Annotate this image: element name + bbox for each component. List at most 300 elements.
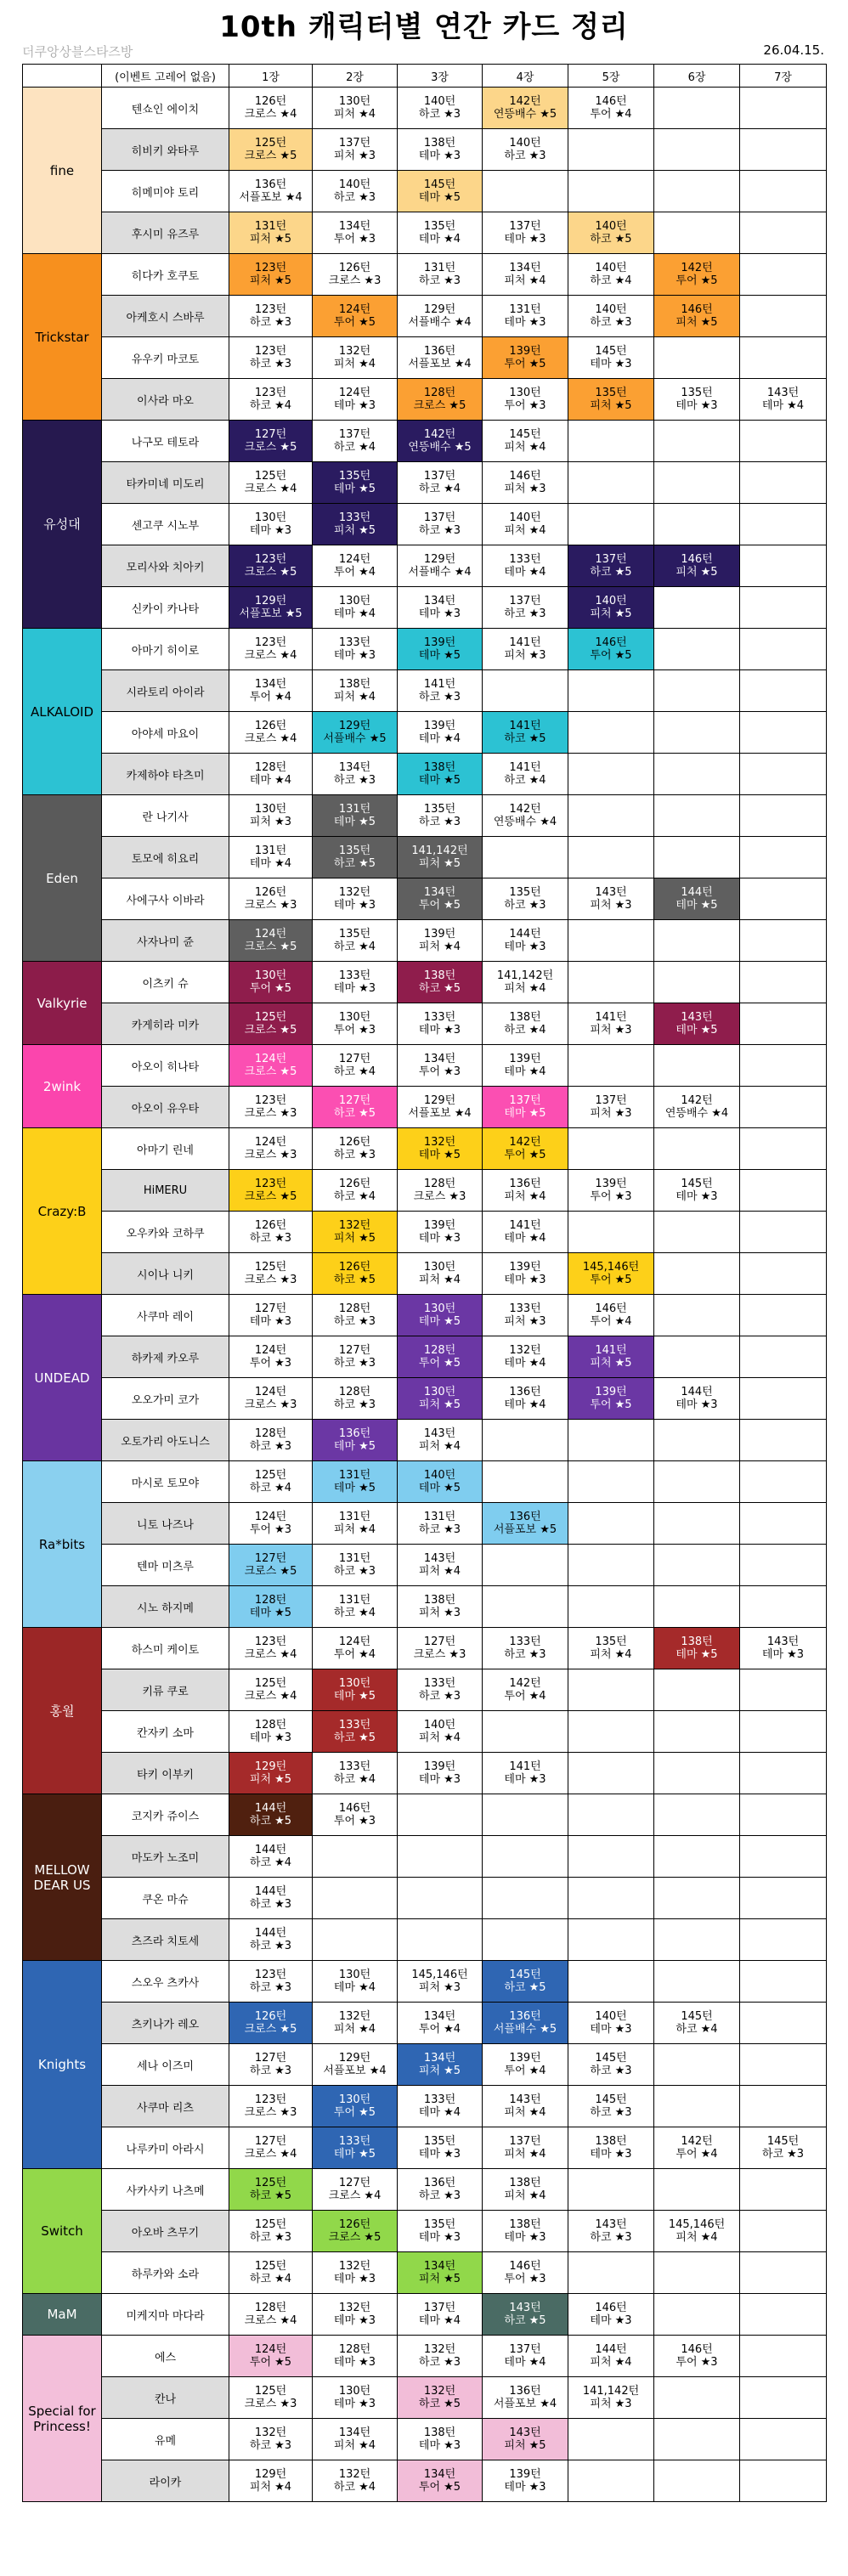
card-cell	[398, 670, 483, 712]
card-turn: 139턴	[509, 345, 541, 358]
card-cell	[654, 2003, 740, 2044]
card-cell	[398, 2252, 483, 2294]
card-type: 투어 ★5	[590, 1398, 632, 1411]
character-name: 시라토리 아이라	[102, 670, 229, 712]
card-cell	[568, 1045, 654, 1087]
card-turn: 136턴	[509, 1511, 541, 1523]
card-type: 투어 ★5	[590, 1274, 632, 1286]
card-cell	[398, 545, 483, 587]
card-turn: 143턴	[595, 2218, 627, 2231]
card-turn: 124턴	[254, 1344, 287, 1357]
card-type: 하코 ★3	[504, 899, 546, 912]
card-turn: 127턴	[254, 2135, 287, 2148]
card-cell	[654, 1420, 740, 1461]
character-name: 츠즈라 치토세	[102, 1919, 229, 1961]
card-cell	[654, 129, 740, 171]
card-cell	[654, 2294, 740, 2336]
card-type: 크로스 ★5	[244, 566, 297, 579]
card-cell	[229, 1628, 313, 1669]
card-cell	[568, 1919, 654, 1961]
card-turn: 134턴	[338, 220, 371, 233]
card-type: 투어 ★4	[418, 2023, 461, 2036]
card-cell	[313, 670, 398, 712]
card-type: 하코 ★3	[333, 1565, 376, 1578]
character-name: 유우키 마코토	[102, 337, 229, 379]
card-type: 투어 ★5	[418, 899, 461, 912]
character-name: 세나 이즈미	[102, 2044, 229, 2086]
card-turn: 146턴	[681, 303, 713, 316]
card-type: 테마 ★5	[333, 1440, 376, 1453]
card-turn: 144턴	[254, 1802, 287, 1815]
card-cell	[483, 754, 568, 795]
card-turn: 140턴	[509, 137, 541, 150]
member-row	[23, 1711, 827, 1753]
card-turn: 134턴	[254, 678, 287, 691]
member-row	[23, 171, 827, 212]
card-cell	[229, 1711, 313, 1753]
card-cell	[654, 1545, 740, 1586]
card-type: 피처 ★5	[504, 2439, 546, 2452]
card-turn: 146턴	[681, 553, 713, 566]
card-turn: 146턴	[509, 470, 541, 483]
unit-name: Eden	[23, 795, 102, 962]
card-cell	[740, 129, 827, 171]
character-name: 모리사와 치아키	[102, 545, 229, 587]
card-turn: 140턴	[423, 1719, 456, 1731]
member-row	[23, 1753, 827, 1794]
card-type: 피처 ★3	[418, 1607, 461, 1619]
member-row	[23, 795, 827, 837]
character-name: 마도카 노조미	[102, 1836, 229, 1878]
card-cell	[654, 2252, 740, 2294]
card-type: 하코 ★3	[333, 1149, 376, 1161]
card-type: 크로스 ★4	[244, 483, 297, 495]
card-cell	[483, 629, 568, 670]
card-cell	[313, 837, 398, 878]
card-cell	[654, 1045, 740, 1087]
card-turn: 141턴	[595, 1011, 627, 1024]
card-cell	[229, 1461, 313, 1503]
card-type: 하코 ★3	[590, 316, 632, 329]
card-type: 테마 ★5	[333, 483, 376, 495]
card-cell	[229, 920, 313, 962]
card-cell	[568, 670, 654, 712]
card-type: 피처 ★5	[590, 607, 632, 620]
member-row	[23, 1961, 827, 2003]
card-type: 크로스 ★5	[244, 1190, 297, 1203]
card-cell	[740, 1378, 827, 1420]
card-cell	[229, 1295, 313, 1336]
card-cell	[398, 1586, 483, 1628]
card-cell	[654, 171, 740, 212]
card-cell	[313, 88, 398, 129]
card-turn: 135턴	[423, 803, 456, 816]
card-type: 피처 ★4	[504, 441, 546, 454]
card-cell	[398, 712, 483, 754]
card-turn: 123턴	[254, 387, 287, 399]
card-turn: 142턴	[681, 1094, 713, 1107]
card-cell	[654, 1087, 740, 1128]
card-turn: 130턴	[423, 1261, 456, 1274]
card-turn: 145턴	[595, 2093, 627, 2106]
card-turn: 124턴	[338, 303, 371, 316]
card-turn: 133턴	[509, 553, 541, 566]
card-cell	[313, 1878, 398, 1919]
card-cell	[398, 2419, 483, 2460]
card-type: 투어 ★5	[418, 2481, 461, 2494]
card-type: 크로스 ★4	[328, 2189, 382, 2202]
card-cell	[483, 88, 568, 129]
card-cell	[483, 379, 568, 421]
card-cell	[229, 670, 313, 712]
card-cell	[568, 1420, 654, 1461]
card-cell	[398, 1711, 483, 1753]
character-name: 키류 쿠로	[102, 1669, 229, 1711]
card-type: 서플배수 ★5	[493, 2023, 557, 2036]
card-turn: 141턴	[509, 720, 541, 732]
card-type: 하코 ★3	[418, 816, 461, 828]
card-turn: 137턴	[509, 220, 541, 233]
card-cell	[654, 2460, 740, 2502]
card-turn: 134턴	[423, 2010, 456, 2023]
card-cell	[483, 2252, 568, 2294]
member-row	[23, 754, 827, 795]
card-type: 피처 ★4	[676, 2231, 718, 2244]
card-turn: 132턴	[338, 2302, 371, 2314]
card-turn: 145턴	[681, 2010, 713, 2023]
card-type: 투어 ★3	[333, 1024, 376, 1037]
card-turn: 132턴	[509, 1344, 541, 1357]
card-cell	[568, 545, 654, 587]
card-turn: 143턴	[595, 886, 627, 899]
card-turn: 133턴	[338, 1760, 371, 1773]
card-turn: 140턴	[509, 511, 541, 524]
card-type: 테마 ★3	[504, 1773, 546, 1786]
card-type: 투어 ★3	[590, 1190, 632, 1203]
card-type: 하코 ★3	[249, 2439, 292, 2452]
character-name: 스오우 츠카사	[102, 1961, 229, 2003]
card-cell	[398, 2377, 483, 2419]
card-turn: 137턴	[509, 595, 541, 607]
card-cell	[568, 1836, 654, 1878]
member-row	[23, 2086, 827, 2127]
card-type: 테마 ★3	[333, 649, 376, 662]
member-row	[23, 337, 827, 379]
card-type: 피처 ★3	[333, 150, 376, 162]
card-type: 테마 ★4	[418, 2106, 461, 2119]
card-cell	[654, 629, 740, 670]
card-cell	[398, 878, 483, 920]
card-type: 크로스 ★3	[413, 1648, 466, 1661]
card-turn: 142턴	[681, 2135, 713, 2148]
card-type: 크로스 ★5	[244, 441, 297, 454]
card-turn: 130턴	[423, 1386, 456, 1398]
member-row	[23, 1003, 827, 1045]
card-cell	[398, 1461, 483, 1503]
card-cell	[740, 88, 827, 129]
card-cell	[740, 2252, 827, 2294]
card-cell	[483, 1961, 568, 2003]
card-cell	[313, 1461, 398, 1503]
card-type: 테마 ★4	[418, 233, 461, 246]
card-turn: 141턴	[509, 1219, 541, 1232]
member-row	[23, 837, 827, 878]
character-name: 아케호시 스바루	[102, 296, 229, 337]
card-type: 하코 ★3	[418, 691, 461, 703]
card-type: 크로스 ★3	[244, 1398, 297, 1411]
card-type: 테마 ★3	[418, 1232, 461, 1245]
card-type: 크로스 ★5	[328, 2231, 382, 2244]
card-turn: 124턴	[338, 553, 371, 566]
card-cell	[740, 2169, 827, 2211]
card-type: 피처 ★4	[418, 941, 461, 953]
card-type: 하코 ★3	[249, 1981, 292, 1994]
card-turn: 145,146턴	[582, 1261, 640, 1274]
header-col-4: 4장	[483, 65, 568, 88]
card-cell	[483, 1170, 568, 1212]
card-cell	[229, 962, 313, 1003]
card-cell	[229, 629, 313, 670]
card-cell	[654, 1253, 740, 1295]
card-type: 피처 ★5	[418, 2273, 461, 2285]
member-row	[23, 712, 827, 754]
card-cell	[398, 1003, 483, 1045]
card-type: 투어 ★5	[333, 316, 376, 329]
card-cell	[740, 1753, 827, 1794]
card-turn: 135턴	[338, 928, 371, 941]
card-cell	[229, 1420, 313, 1461]
card-cell	[654, 1378, 740, 1420]
card-turn: 132턴	[254, 2426, 287, 2439]
card-type: 테마 ★3	[249, 1731, 292, 1744]
card-turn: 128턴	[254, 1719, 287, 1731]
card-cell	[654, 920, 740, 962]
card-cell	[740, 1461, 827, 1503]
member-row	[23, 1253, 827, 1295]
card-cell	[398, 920, 483, 962]
card-type: 크로스 ★4	[244, 1648, 297, 1661]
card-turn: 124턴	[254, 1053, 287, 1065]
card-cell	[483, 1128, 568, 1170]
card-cell	[740, 2003, 827, 2044]
card-cell	[568, 1711, 654, 1753]
card-type: 하코 ★5	[418, 2398, 461, 2410]
card-turn: 144턴	[509, 928, 541, 941]
card-turn: 132턴	[423, 2385, 456, 2398]
card-cell	[740, 1170, 827, 1212]
card-cell	[740, 1628, 827, 1669]
card-type: 서플배수 ★4	[408, 566, 472, 579]
card-turn: 125턴	[254, 2177, 287, 2189]
card-cell	[483, 1212, 568, 1253]
card-cell	[740, 1003, 827, 1045]
card-turn: 123턴	[254, 262, 287, 274]
card-cell	[568, 212, 654, 254]
unit-name: Switch	[23, 2169, 102, 2294]
unit-name: Knights	[23, 1961, 102, 2169]
card-type: 하코 ★4	[418, 483, 461, 495]
card-type: 하코 ★3	[333, 191, 376, 204]
card-cell	[229, 837, 313, 878]
card-cell	[313, 462, 398, 504]
member-row	[23, 1628, 827, 1669]
character-name: 사쿠마 레이	[102, 1295, 229, 1336]
card-turn: 125턴	[254, 2385, 287, 2398]
card-cell	[568, 629, 654, 670]
card-cell	[568, 254, 654, 296]
card-type: 테마 ★4	[504, 566, 546, 579]
member-row	[23, 1128, 827, 1170]
card-turn: 130턴	[338, 1677, 371, 1690]
card-cell	[229, 296, 313, 337]
card-turn: 135턴	[595, 387, 627, 399]
card-turn: 133턴	[338, 2135, 371, 2148]
card-cell	[313, 1253, 398, 1295]
member-row	[23, 670, 827, 712]
card-type: 피처 ★4	[249, 2481, 292, 2494]
card-cell	[398, 2044, 483, 2086]
unit-name: Valkyrie	[23, 962, 102, 1045]
card-cell	[740, 1669, 827, 1711]
card-cell	[568, 1878, 654, 1919]
card-cell	[398, 2127, 483, 2169]
card-cell	[483, 1545, 568, 1586]
card-turn: 133턴	[338, 969, 371, 982]
card-turn: 129턴	[423, 303, 456, 316]
card-type: 피처 ★5	[249, 274, 292, 287]
character-name: 코지카 쥬이스	[102, 1794, 229, 1836]
header-corner	[23, 65, 102, 88]
card-type: 피처 ★4	[418, 1274, 461, 1286]
card-cell	[654, 504, 740, 545]
card-type: 투어 ★3	[504, 2273, 546, 2285]
card-turn: 124턴	[254, 2343, 287, 2356]
card-cell	[313, 504, 398, 545]
card-turn: 134턴	[338, 2426, 371, 2439]
card-cell	[568, 1545, 654, 1586]
card-type: 피처 ★5	[333, 524, 376, 537]
card-type: 테마 ★4	[418, 2314, 461, 2327]
card-turn: 135턴	[423, 220, 456, 233]
member-row	[23, 2211, 827, 2252]
card-cell	[568, 1170, 654, 1212]
card-turn: 130턴	[338, 2093, 371, 2106]
card-cell	[398, 837, 483, 878]
card-cell	[740, 212, 827, 254]
card-cell	[654, 462, 740, 504]
card-type: 하코 ★4	[333, 1773, 376, 1786]
card-type: 테마 ★5	[333, 2148, 376, 2161]
character-name: 란 나기사	[102, 795, 229, 837]
card-type: 피처 ★4	[504, 2106, 546, 2119]
card-turn: 142턴	[509, 1136, 541, 1149]
card-cell	[229, 379, 313, 421]
card-cell	[740, 421, 827, 462]
card-cell	[568, 2086, 654, 2127]
card-type: 투어 ★5	[249, 2356, 292, 2369]
card-turn: 146턴	[681, 2343, 713, 2356]
card-turn: 133턴	[509, 1635, 541, 1648]
card-cell	[654, 1919, 740, 1961]
card-turn: 140턴	[595, 303, 627, 316]
card-cell	[483, 1878, 568, 1919]
member-row	[23, 88, 827, 129]
card-turn: 145턴	[595, 345, 627, 358]
card-turn: 127턴	[338, 1344, 371, 1357]
member-row	[23, 2003, 827, 2044]
card-type: 테마 ★4	[333, 1981, 376, 1994]
card-type: 테마 ★5	[418, 774, 461, 787]
card-cell	[398, 1128, 483, 1170]
card-cell	[313, 1545, 398, 1586]
card-cell	[483, 1628, 568, 1669]
card-cell	[568, 296, 654, 337]
member-row	[23, 1461, 827, 1503]
card-type: 피처 ★5	[676, 566, 718, 579]
character-name: 시이나 니키	[102, 1253, 229, 1295]
card-cell	[740, 795, 827, 837]
card-turn: 127턴	[254, 428, 287, 441]
card-cell	[740, 2377, 827, 2419]
card-cell	[483, 2127, 568, 2169]
member-row	[23, 1378, 827, 1420]
card-type: 크로스 ★3	[244, 2398, 297, 2410]
card-cell	[313, 2003, 398, 2044]
card-cell	[568, 795, 654, 837]
card-cell	[229, 2294, 313, 2336]
card-turn: 131턴	[338, 1511, 371, 1523]
card-cell	[568, 587, 654, 629]
unit-name: MELLOW DEAR US	[23, 1794, 102, 1961]
card-cell	[483, 2044, 568, 2086]
card-cell	[313, 1420, 398, 1461]
card-type: 테마 ★3	[333, 982, 376, 995]
card-cell	[398, 1919, 483, 1961]
member-row	[23, 2419, 827, 2460]
card-turn: 131턴	[423, 1511, 456, 1523]
card-type: 투어 ★3	[249, 1523, 292, 1536]
card-type: 피처 ★4	[504, 982, 546, 995]
card-cell	[483, 1420, 568, 1461]
card-cell	[654, 837, 740, 878]
card-turn: 140턴	[595, 595, 627, 607]
card-cell	[740, 337, 827, 379]
card-cell	[398, 1087, 483, 1128]
card-cell	[568, 2419, 654, 2460]
card-type: 투어 ★3	[333, 233, 376, 246]
card-cell	[229, 1045, 313, 1087]
card-cell	[398, 1669, 483, 1711]
card-cell	[483, 504, 568, 545]
card-cell	[740, 2460, 827, 2502]
character-name: 사자나미 쥰	[102, 920, 229, 962]
card-type: 투어 ★3	[676, 2356, 718, 2369]
card-type: 피처 ★4	[418, 1731, 461, 1744]
card-turn: 124턴	[254, 1511, 287, 1523]
card-turn: 123턴	[254, 636, 287, 649]
card-turn: 132턴	[338, 1219, 371, 1232]
card-cell	[654, 2377, 740, 2419]
card-type: 하코 ★3	[590, 2231, 632, 2244]
card-cell	[740, 2044, 827, 2086]
card-cell	[654, 212, 740, 254]
member-row	[23, 1420, 827, 1461]
card-cell	[229, 2003, 313, 2044]
card-type: 투어 ★4	[590, 108, 632, 121]
card-type: 투어 ★4	[333, 566, 376, 579]
unit-name: Special for Princess!	[23, 2336, 102, 2502]
card-cell	[568, 1253, 654, 1295]
